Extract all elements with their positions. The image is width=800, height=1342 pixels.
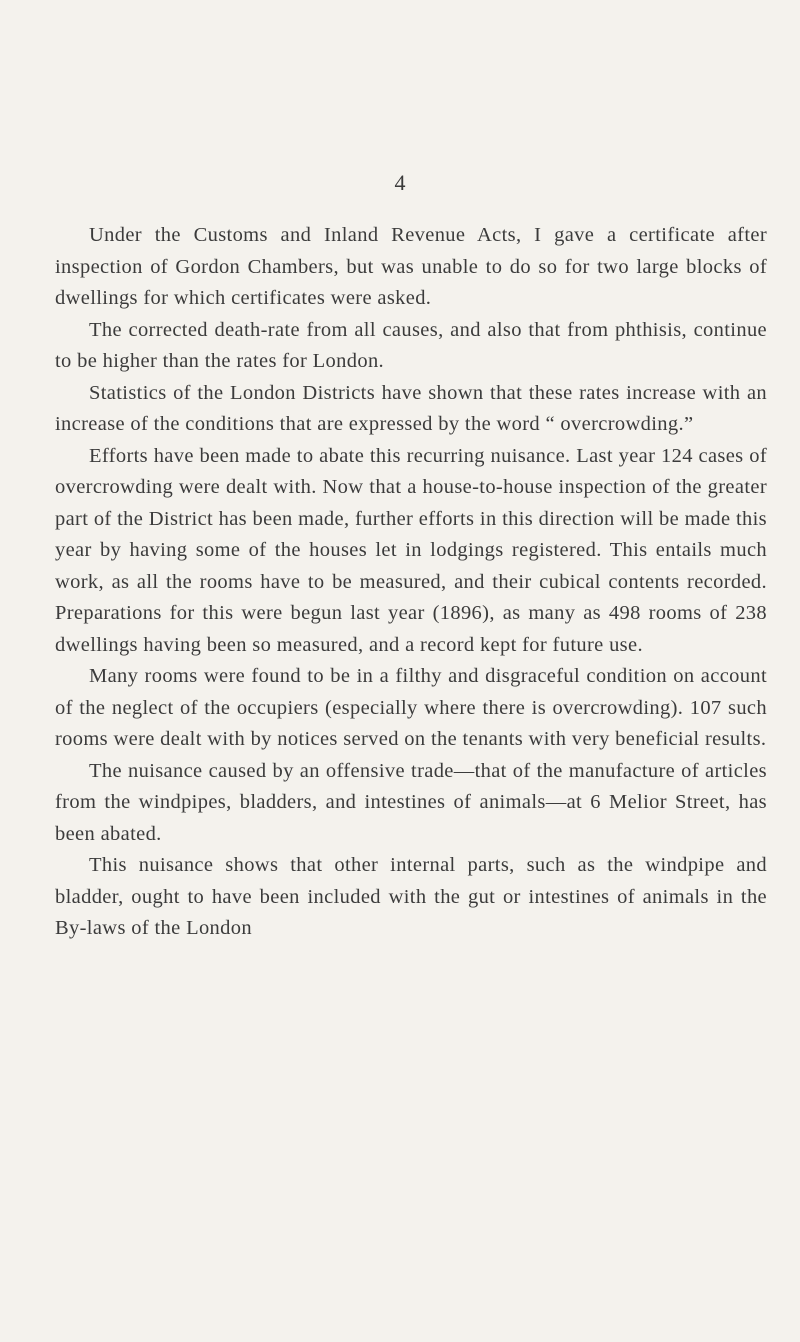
paragraph-statistics: Statistics of the London Districts have shown that these rates increase with an increase of the conditions that are expressed by the word “ overcrowding.” [55,381,767,435]
paragraph-filthy-rooms: Many rooms were found to be in a filthy and disgraceful condition on account of the neglect of the occupiers (especially where there is overcrowding). 107 such rooms were dealt with by notices served on the tenants with very beneficial results. [55,665,767,750]
paragraph-bylaws: This nuisance shows that other internal parts, such as the windpipe and bladder, ought to have been included with the gut or intestines of animals in the By-laws of the London [55,854,767,939]
paragraph-customs-certificate: Under the Customs and Inland Revenue Acts, I gave a certificate after inspection of Gordon Chambers, but was unable to do so for two large blocks of dwellings for which certificates were asked. [55,224,767,309]
paragraph-overcrowding-efforts: Efforts have been made to abate this recurring nuisance. Last year 124 cases of overcrowding were dealt with. Now that a house-to-house inspection of the greater part of the District has been made, further efforts in this direction will be made this year by having some of the houses let in lodgings registered. This entails much work, as all the rooms have to be measured, and their cubical contents recorded. Preparations for this were begun last year (1896), as many as 498 rooms of 238 dwellings having been so measured, and a record kept for future use. [55,444,767,656]
body-text [55,220,767,945]
paragraph-offensive-trade: The nuisance caused by an offensive trade—that of the manufacture of articles from the windpipes, bladders, and intestines of animals—at 6 Melior Street, has been abated. [55,759,767,845]
paragraph-death-rate: The corrected death-rate from all causes, and also that from phthisis, continue to be higher than the rates for London. [55,318,767,372]
page-number: 4 [394,170,406,195]
